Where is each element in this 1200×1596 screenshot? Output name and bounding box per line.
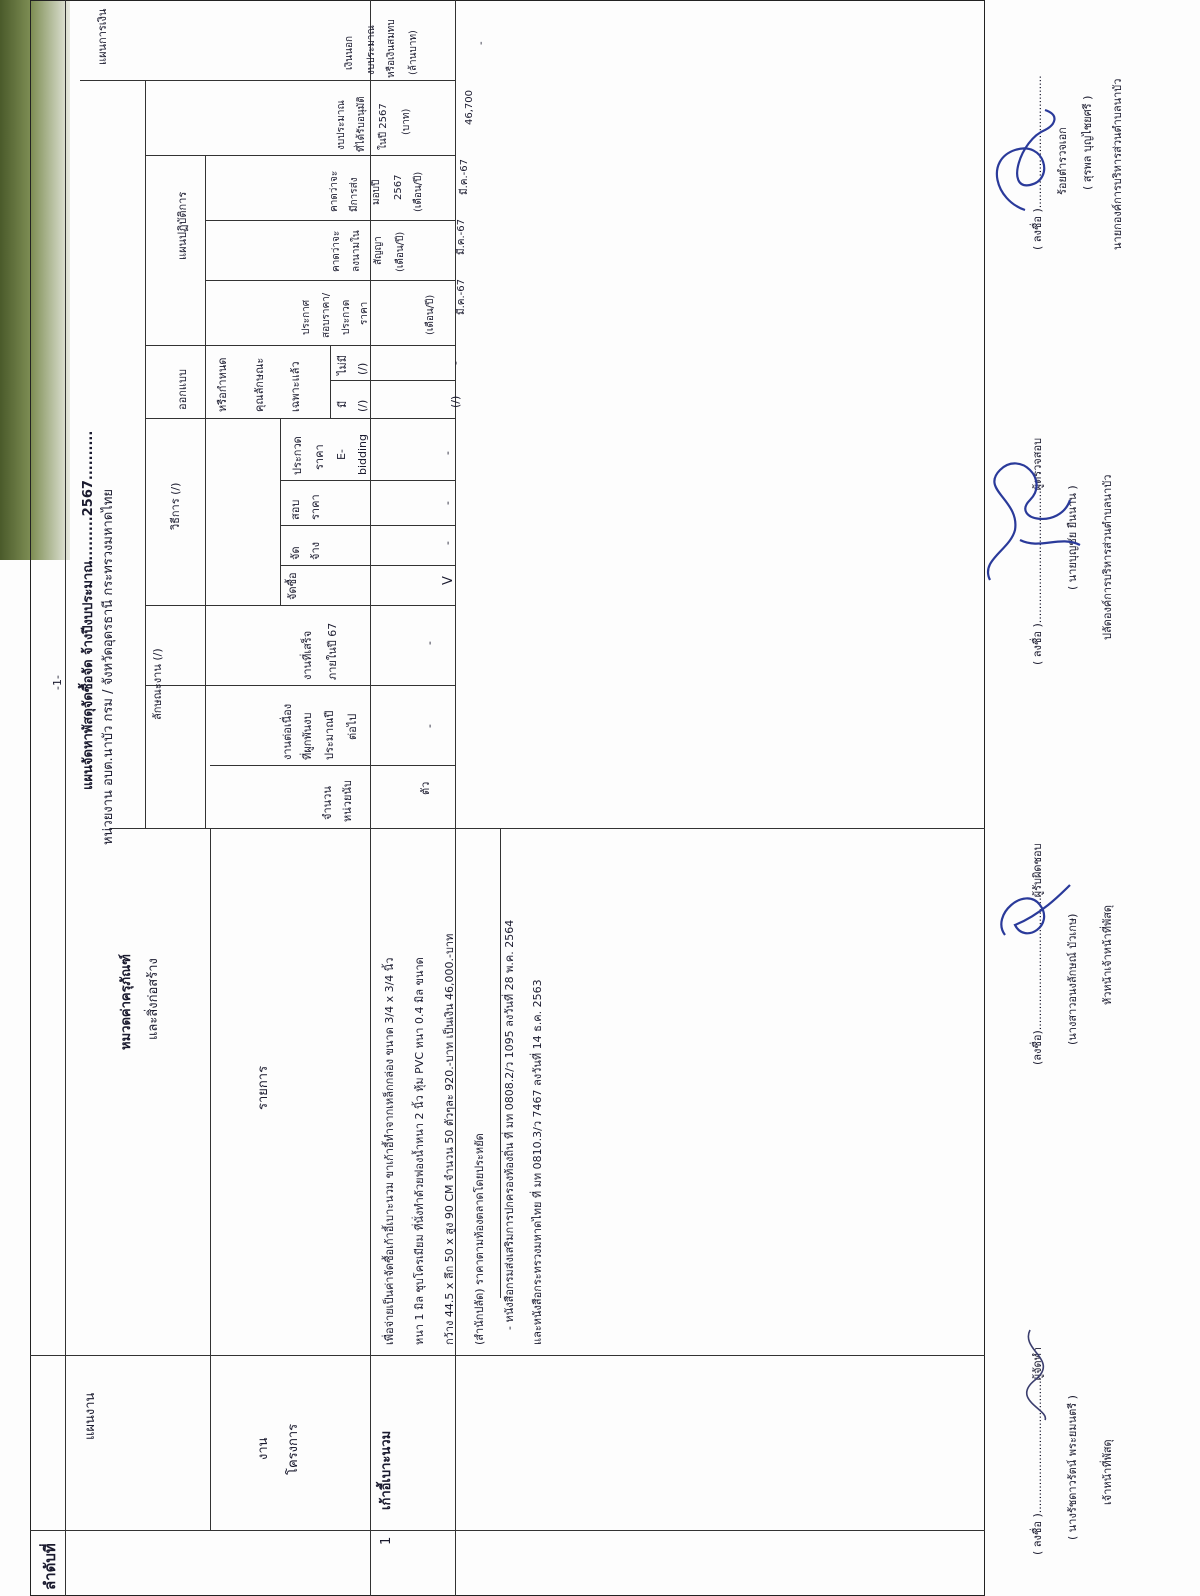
header-category-2: และสิ่งก่อสร้าง	[146, 958, 161, 1040]
signature-4-line: ( ลงชื่อ )......................................	[1031, 75, 1044, 250]
row-design-not: -	[449, 361, 462, 365]
row-purchase: V	[441, 576, 456, 585]
signature-2-name: (นางสาวอนงลักษณ์ บัวเกษ)	[1066, 913, 1079, 1045]
header-contract-3: สัญญา	[373, 236, 384, 265]
row-desc-3: กว้าง 44.5 x ลึก 50 x สูง 90 CM จำนวน 50 ตัวๆละ 920.-บาท เป็นเงิน 46,000.-บาท	[443, 933, 456, 1345]
header-continuing-2: ที่ผูกพันงบ	[301, 712, 314, 760]
row-contract: มี.ค.-67	[456, 219, 467, 255]
header-continuing-3: ประมาณปี	[323, 710, 336, 760]
header-contract-4: (เดือน/ปี)	[395, 231, 406, 272]
signature-4-name: ( สุรพล บุญไชยศรี )	[1081, 95, 1094, 190]
header-quantity-1: จำนวน	[321, 786, 334, 820]
header-extra-2: งบประมาณ	[366, 25, 377, 75]
document-subtitle: หน่วยงาน อบต.นาบัว กรม / จังหวัดอุดรธานี กระทรวงมหาดไทย	[101, 488, 116, 845]
row-quote: -	[441, 501, 454, 505]
signature-2-line: (ลงชื่อ)......................................ผู้รับผิดชอบ	[1031, 843, 1044, 1065]
header-delivery-1: คาดว่าจะ	[329, 170, 340, 212]
header-announce-1: ประกาศ	[301, 299, 312, 335]
header-extra-1: เงินนอก	[344, 35, 355, 70]
header-ebid-3: E-	[335, 449, 348, 460]
header-quantity-2: หน่วยนับ	[341, 780, 354, 822]
header-ebid-2: ราคา	[313, 444, 326, 470]
row-desc-4: (สำนักปลัด) ราคาตามท้องตลาดโดยประหยัด	[473, 1133, 486, 1345]
header-op-plan: แผนปฏิบัติการ	[176, 191, 189, 260]
signature-1-name: ( นางรัชดาวรัตน์ พระยมนตรี )	[1066, 1395, 1079, 1540]
handwritten-signature-3	[960, 440, 1100, 590]
signature-4-rank: ร้อยตำรวจเอก	[1056, 127, 1069, 195]
row-desc-2: หนา 1 มิล ชุบโครเมียม ที่นั่งทำด้วยฟองน้ำหนา 2 นิ้ว หุ้ม PVC หนา 0.4 มิล ขนาด	[413, 957, 426, 1345]
handwritten-signature-4	[975, 100, 1070, 220]
header-quote-1: สอบ	[289, 499, 302, 520]
header-work: งาน	[256, 1437, 271, 1460]
header-continuing-1: งานต่อเนื่อง	[281, 703, 294, 760]
row-delivery: มี.ค.-67	[459, 159, 470, 195]
header-ebid-4: bidding	[356, 433, 369, 475]
header-design-has-mark: (/)	[356, 399, 369, 412]
row-design-has: (/)	[449, 395, 462, 408]
header-seq: ลำดับที่	[41, 1543, 59, 1590]
header-project: โครงการ	[286, 1423, 301, 1475]
signature-1-line: ( ลงชื่อ )......................................ผู้จัดทำ	[1031, 1346, 1044, 1555]
signature-3-role: ปลัดองค์การบริหารส่วนตำบลนาบัว	[1101, 474, 1114, 640]
header-delivery-2: มีการส่ง	[349, 177, 360, 212]
header-announce-3: ประกวด	[341, 299, 352, 335]
handwritten-signature-1	[990, 1320, 1080, 1430]
row-announce: มี.ค.-67	[456, 279, 467, 315]
row-project: เก้าอี้เบาะนวม	[379, 1430, 394, 1510]
signature-2-role: หัวหน้าเจ้าหน้าที่พัสดุ	[1101, 904, 1114, 1005]
header-method: วิธีการ (/)	[169, 482, 182, 530]
header-purchase: จัดซื้อ	[286, 572, 299, 600]
header-design-2: หรือกำหนด	[216, 357, 229, 412]
header-budget-3: ในปี 2567	[378, 103, 389, 150]
header-hire-1: จัด	[289, 546, 302, 560]
header-design-1: ออกแบบ	[176, 369, 189, 410]
header-design-not-mark: (/)	[356, 362, 369, 375]
header-extra-4: (ล้านบาท)	[408, 30, 419, 75]
row-unit: ตัว	[419, 781, 432, 795]
header-plan: แผนงาน	[83, 1392, 98, 1440]
procurement-table	[30, 0, 985, 1596]
header-continuing-4: ต่อไป	[346, 713, 359, 740]
header-finish-2: ภายในปี 67	[326, 622, 339, 680]
document-title: แผนจัดหาพัสดุจัดซื้อจัด จ้างปีงบประมาณ.........2567..........	[81, 430, 96, 790]
header-delivery-3: มอบปี	[371, 179, 382, 205]
header-announce-4: ราคา	[359, 301, 370, 325]
header-budget-1: งบประมาณ	[336, 100, 347, 150]
header-hire-2: จ้าง	[309, 542, 322, 560]
row-budget: 46,700	[464, 90, 475, 125]
row-desc-6: และหนังสือกระทรวงมหาดไทย ที่ มท 0810.3/ว 7467 ลงวันที่ 14 ธ.ค. 2563	[531, 979, 544, 1345]
header-design-not: ไม่มี	[336, 354, 349, 375]
header-items: รายการ	[256, 1065, 271, 1110]
row-ebid: -	[441, 451, 454, 455]
header-contract-1: คาดว่าจะ	[331, 230, 342, 272]
row-finish: -	[423, 641, 436, 645]
row-continuing: -	[423, 724, 436, 728]
header-design-has: มี	[336, 400, 349, 408]
signature-3-line: ( ลงชื่อ )......................................ผู้ตรวจสอบ	[1031, 437, 1044, 665]
row-extra: -	[476, 41, 487, 45]
handwritten-signature-2	[985, 875, 1080, 955]
header-nature: ลักษณะงาน (/)	[151, 648, 164, 720]
row-desc-5: - หนังสือกรมส่งเสริมการปกครองท้องถิ่น ที่ มท 0808.2/ว 1095 ลงวันที่ 28 พ.ค. 2564	[503, 919, 516, 1330]
header-contract-2: ลงนามใน	[351, 230, 362, 272]
header-category-1: หมวดค่าครุภัณฑ์	[119, 954, 134, 1050]
header-design-4: เฉพาะแล้ว	[289, 361, 302, 412]
header-quote-2: ราคา	[309, 494, 322, 520]
header-budget-2: ที่ได้รับอนุมัติ	[356, 96, 367, 152]
header-delivery-4: 2567	[393, 174, 404, 200]
header-finish-1: งานที่เสร็จ	[301, 630, 314, 680]
header-delivery-5: (เดือน/ปี)	[413, 171, 424, 212]
page-number: -1-	[51, 675, 64, 690]
row-desc-1: เพื่อจ่ายเป็นค่าจัดซื้อเก้าอี้เบาะนวม ขาเก้าอี้ทำจากเหล็กกล่อง ขนาด 3/4 x 3/4 นิ้ว	[383, 957, 396, 1345]
header-announce-2: สอบราคา/	[321, 292, 332, 338]
row-hire: -	[441, 541, 454, 545]
header-ebid-1: ประกวด	[291, 436, 304, 475]
signature-4-role: นายกองค์การบริหารส่วนตำบลนาบัว	[1111, 78, 1124, 250]
signature-3-name: ( นายบุญชัย ยืนนาน )	[1066, 485, 1079, 590]
signature-1-role: เจ้าหน้าที่พัสดุ	[1101, 1439, 1114, 1505]
header-design-3: คุณลักษณะ	[253, 357, 266, 412]
header-finance: แผนการเงิน	[96, 8, 109, 65]
header-budget-4: (บาท)	[401, 108, 412, 135]
row-seq: 1	[379, 1536, 394, 1545]
header-extra-3: หรือเงินสมทบ	[386, 19, 397, 78]
header-announce-5: (เดือน/ปี)	[425, 294, 436, 335]
